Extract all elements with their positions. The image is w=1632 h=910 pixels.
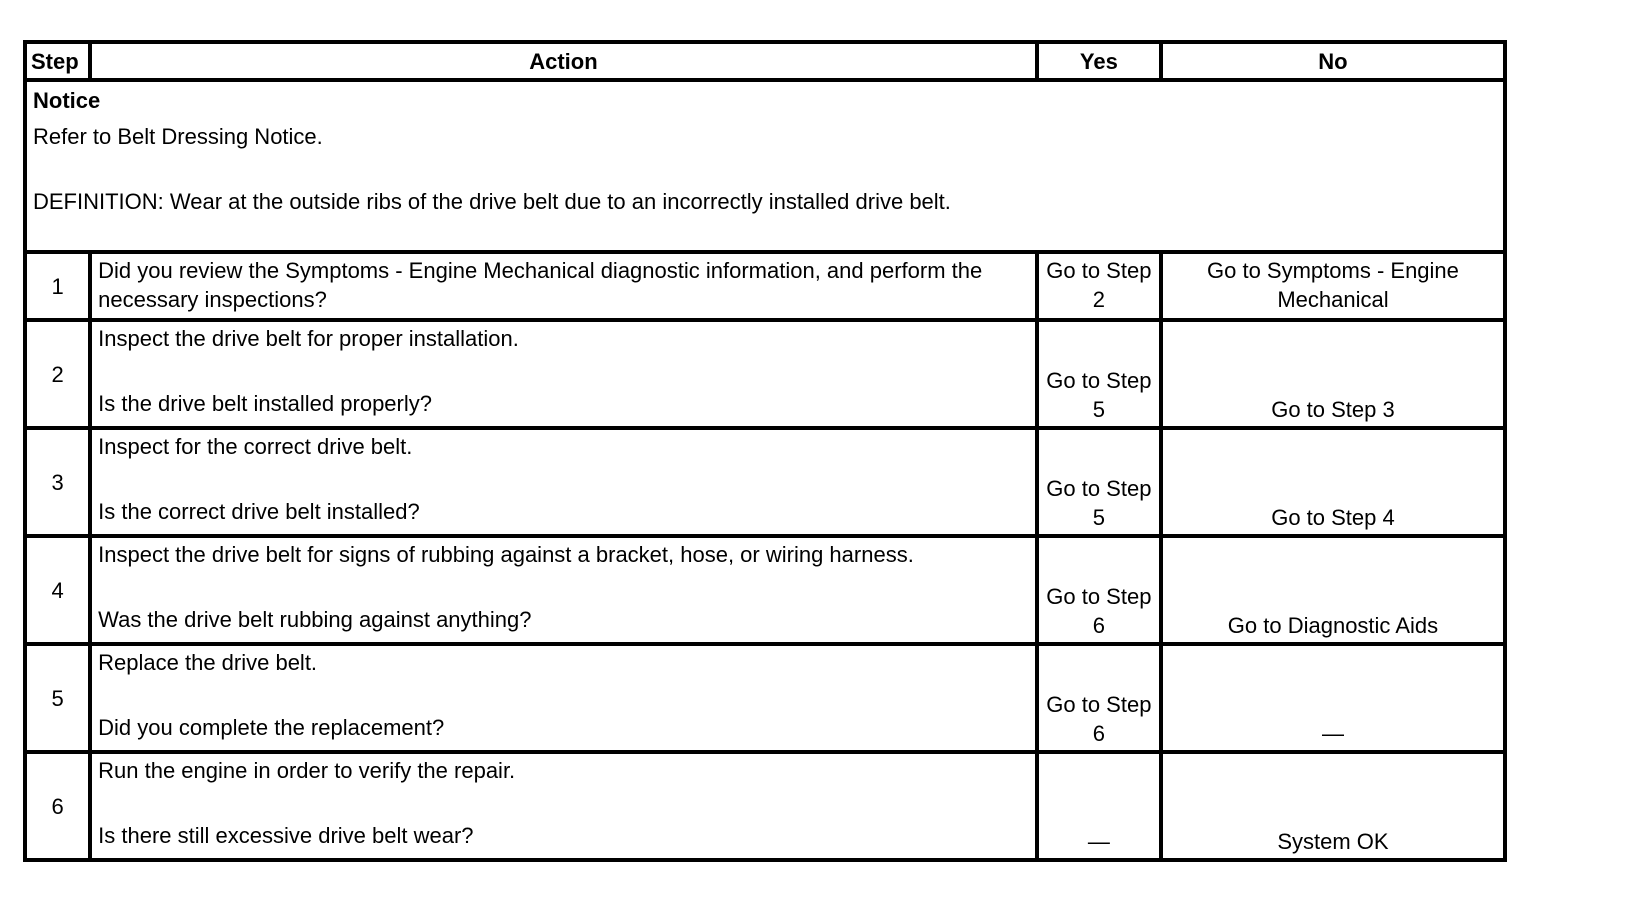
table-row xyxy=(25,320,1505,428)
table-row xyxy=(25,252,1505,320)
action-cell xyxy=(90,428,1037,536)
header-action: Action xyxy=(90,42,1037,80)
step-number: 5 xyxy=(25,644,90,752)
yes-result: Go to Step 2 xyxy=(1037,252,1161,320)
yes-result: Go to Step 6 xyxy=(1037,644,1161,752)
table-row xyxy=(25,536,1505,644)
no-result: Go to Diagnostic Aids xyxy=(1161,536,1505,644)
action-cell xyxy=(90,320,1037,428)
yes-result: — xyxy=(1037,752,1161,860)
action-cell xyxy=(90,536,1037,644)
action-question: Is the drive belt installed properly? xyxy=(98,391,432,416)
action-text: Replace the drive belt. xyxy=(98,650,318,675)
action-cell xyxy=(90,752,1037,860)
action-text: Did you review the Symptoms - Engine Mechanical diagnostic information, and perform the necessary inspections? xyxy=(90,252,1037,320)
action-cell xyxy=(90,644,1037,752)
notice-row xyxy=(25,80,1505,252)
action-question: Did you complete the replacement? xyxy=(98,715,445,740)
notice-definition: DEFINITION: Wear at the outside ribs of the drive belt due to an incorrectly installed drive belt. xyxy=(33,189,951,214)
notice-cell xyxy=(25,80,1505,252)
no-result: Go to Step 3 xyxy=(1161,320,1505,428)
notice-title: Notice xyxy=(33,88,101,113)
action-text: Inspect the drive belt for signs of rubbing against a bracket, hose, or wiring harness. xyxy=(98,542,914,567)
no-result: System OK xyxy=(1161,752,1505,860)
table-row xyxy=(25,752,1505,860)
no-result: Go to Step 4 xyxy=(1161,428,1505,536)
yes-result: Go to Step 5 xyxy=(1037,320,1161,428)
yes-result: Go to Step 6 xyxy=(1037,536,1161,644)
header-yes: Yes xyxy=(1037,42,1161,80)
step-number: 3 xyxy=(25,428,90,536)
notice-text: Refer to Belt Dressing Notice. xyxy=(33,124,323,149)
step-number: 4 xyxy=(25,536,90,644)
step-number: 2 xyxy=(25,320,90,428)
diagnostic-table xyxy=(23,40,1507,862)
table-row xyxy=(25,428,1505,536)
action-question: Is the correct drive belt installed? xyxy=(98,499,420,524)
action-question: Was the drive belt rubbing against anything? xyxy=(98,607,532,632)
action-text: Inspect the drive belt for proper installation. xyxy=(98,326,519,351)
step-number: 6 xyxy=(25,752,90,860)
no-result: Go to Symptoms - Engine Mechanical xyxy=(1161,252,1505,320)
action-text: Inspect for the correct drive belt. xyxy=(98,434,413,459)
yes-result: Go to Step 5 xyxy=(1037,428,1161,536)
header-no: No xyxy=(1161,42,1505,80)
table-row xyxy=(25,644,1505,752)
header-step: Step xyxy=(25,42,90,80)
action-text: Run the engine in order to verify the repair. xyxy=(98,758,516,783)
action-question: Is there still excessive drive belt wear? xyxy=(98,823,474,848)
header-row xyxy=(25,42,1505,80)
no-result: — xyxy=(1161,644,1505,752)
step-number: 1 xyxy=(25,252,90,320)
